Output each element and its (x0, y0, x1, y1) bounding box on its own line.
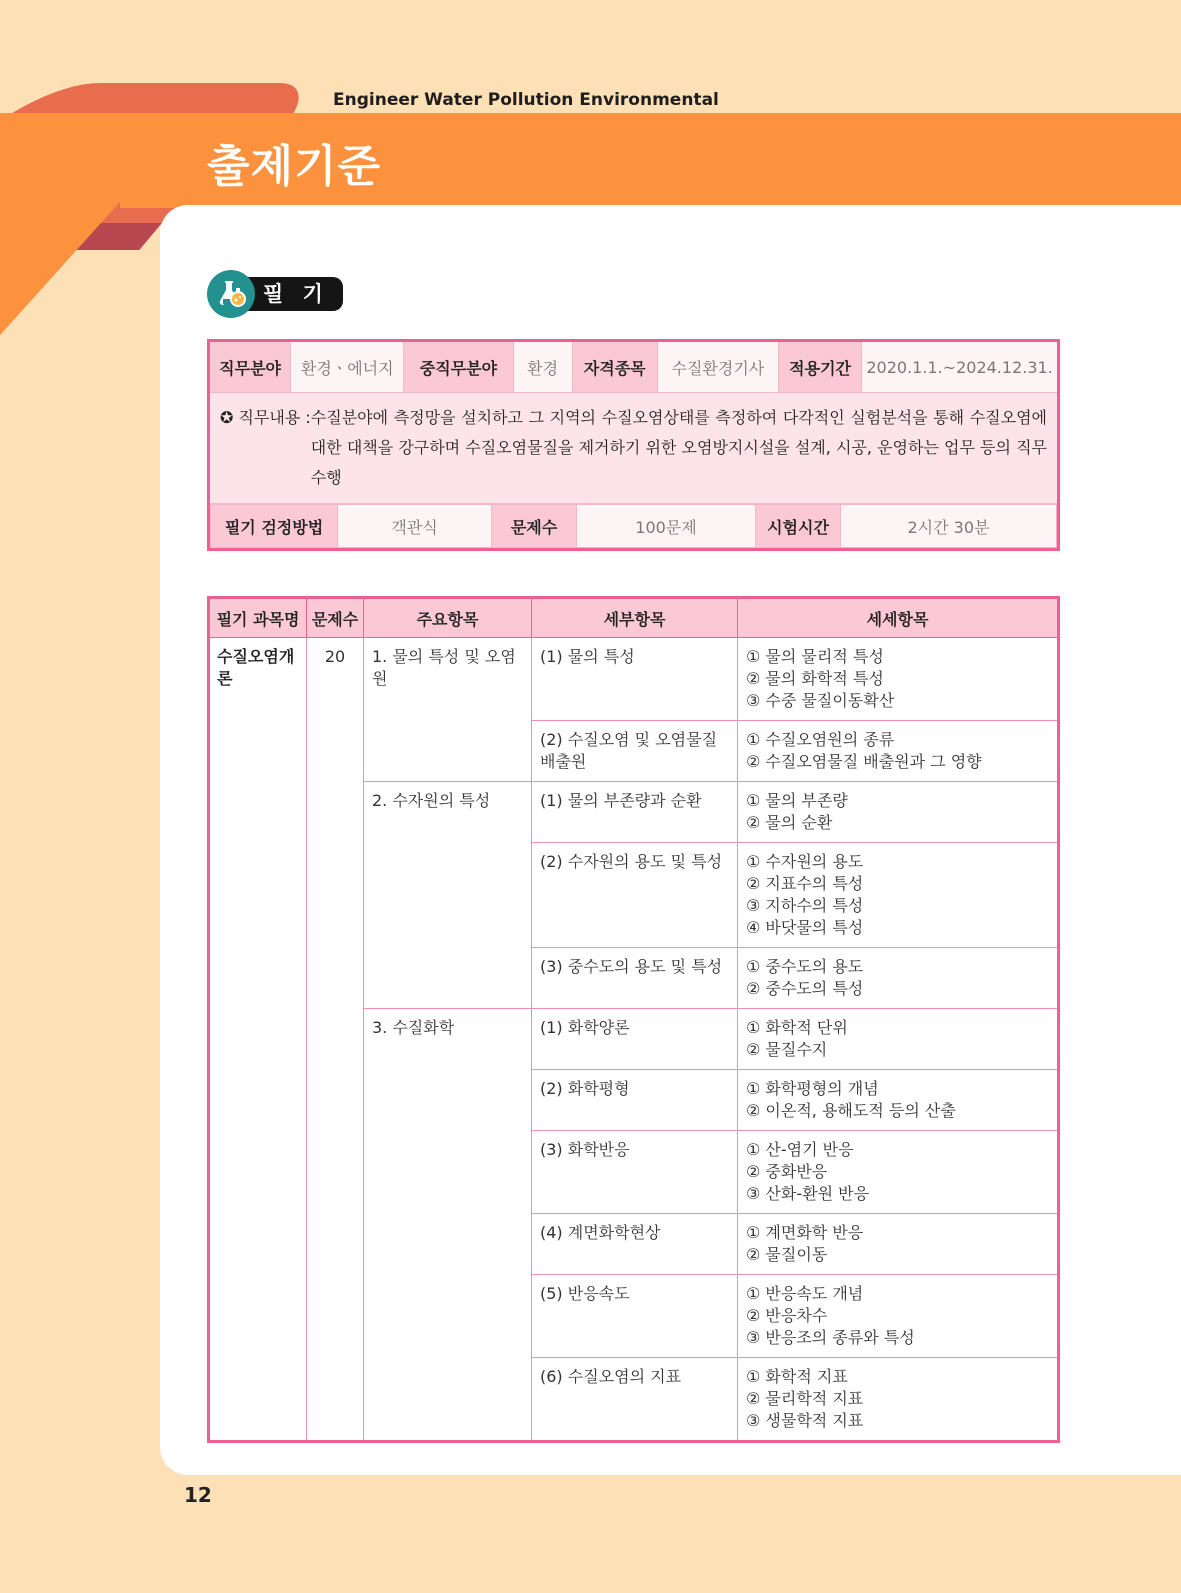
syllabus-row (209, 638, 1059, 721)
duty-text: 수질분야에 측정망을 설치하고 그 지역의 수질오염상태를 측정하여 다각적인 실험분석을 통해 수질오염에 대한 대책을 강구하며 수질오염물질을 제거하기 위한 오염방지시설을 설계, 시공, 운영하는 업무 등의 직무 수행 (310, 408, 1047, 487)
method-value: 객관식 (338, 505, 492, 548)
page-number: 12 (184, 1483, 212, 1507)
detail-items (738, 721, 1059, 782)
detail-item: ④ 바닷물의 특성 (746, 918, 864, 937)
col-header-sub: 세부항목 (532, 598, 738, 638)
detail-item: ② 중수도의 특성 (746, 979, 864, 998)
detail-item: ② 물질이동 (746, 1245, 828, 1264)
exam-info-table (207, 339, 1060, 551)
exam-time-label: 시험시간 (756, 505, 841, 548)
sub-item: (1) 화학양론 (532, 1009, 738, 1070)
job-field-value: 환경ㆍ에너지 (291, 341, 404, 393)
detail-item: ③ 반응조의 종류와 특성 (746, 1328, 915, 1347)
detail-item: ② 지표수의 특성 (746, 874, 864, 893)
period-value: 2020.1.1.~2024.12.31. (862, 341, 1059, 393)
detail-items (738, 1131, 1059, 1214)
detail-item: ③ 생물학적 지표 (746, 1411, 864, 1430)
col-header-subject: 필기 과목명 (209, 598, 307, 638)
duty-description (209, 393, 1059, 504)
qualification-label: 자격종목 (572, 341, 657, 393)
syllabus-table (207, 596, 1060, 1443)
section-label: 필 기 (241, 277, 343, 311)
detail-item: ① 물의 부존량 (746, 791, 848, 810)
subject-question-count: 20 (307, 638, 364, 1442)
sub-field-value: 환경 (513, 341, 572, 393)
col-header-detail: 세세항목 (738, 598, 1059, 638)
detail-item: ③ 수중 물질이동확산 (746, 691, 895, 710)
detail-items (738, 1275, 1059, 1358)
sub-item: (4) 계면화학현상 (532, 1214, 738, 1275)
sub-item: (3) 화학반응 (532, 1131, 738, 1214)
job-field-label: 직무분야 (209, 341, 291, 393)
section-badge (207, 272, 343, 316)
detail-items (738, 1070, 1059, 1131)
main-item: 1. 물의 특성 및 오염원 (364, 638, 532, 782)
detail-item: ① 반응속도 개념 (746, 1284, 864, 1303)
detail-items (738, 948, 1059, 1009)
detail-items (738, 1009, 1059, 1070)
detail-items (738, 782, 1059, 843)
sub-item: (1) 물의 특성 (532, 638, 738, 721)
qualification-value: 수질환경기사 (657, 341, 778, 393)
sub-item: (5) 반응속도 (532, 1275, 738, 1358)
sub-item: (2) 수질오염 및 오염물질 배출원 (532, 721, 738, 782)
sub-item: (2) 수자원의 용도 및 특성 (532, 843, 738, 948)
syllabus-body (209, 638, 1059, 1442)
detail-item: ② 수질오염물질 배출원과 그 영향 (746, 752, 982, 771)
sub-field-label: 중직무분야 (404, 341, 513, 393)
detail-item: ① 화학평형의 개념 (746, 1079, 879, 1098)
detail-item: ① 수질오염원의 종류 (746, 730, 895, 749)
col-header-main: 주요항목 (364, 598, 532, 638)
detail-item: ① 중수도의 용도 (746, 957, 864, 976)
detail-item: ② 이온적, 용해도적 등의 산출 (746, 1101, 956, 1120)
sub-item: (1) 물의 부존량과 순환 (532, 782, 738, 843)
info-row-duty (209, 393, 1059, 504)
detail-items (738, 1358, 1059, 1442)
header-subtitle: Engineer Water Pollution Environmental (333, 90, 719, 110)
info-row-fields (209, 341, 1059, 393)
question-count-label: 문제수 (492, 505, 577, 548)
detail-item: ① 계면화학 반응 (746, 1223, 864, 1242)
detail-item: ② 중화반응 (746, 1162, 828, 1181)
main-item: 3. 수질화학 (364, 1009, 532, 1442)
detail-item: ③ 지하수의 특성 (746, 896, 864, 915)
col-header-count: 문제수 (307, 598, 364, 638)
subject-name: 수질오염개론 (209, 638, 307, 1442)
exam-time-value: 2시간 30분 (841, 505, 1057, 548)
sub-item: (2) 화학평형 (532, 1070, 738, 1131)
detail-items (738, 843, 1059, 948)
duty-label: ✪ 직무내용 : (220, 408, 311, 427)
info-row-method (209, 504, 1059, 550)
flask-icon (207, 270, 255, 318)
detail-item: ② 물의 화학적 특성 (746, 669, 884, 688)
detail-item: ② 물리학적 지표 (746, 1389, 864, 1408)
detail-item: ① 수자원의 용도 (746, 852, 864, 871)
detail-item: ② 물의 순환 (746, 813, 833, 832)
detail-item: ① 화학적 지표 (746, 1367, 848, 1386)
question-count-value: 100문제 (577, 505, 756, 548)
detail-item: ① 산-염기 반응 (746, 1140, 854, 1159)
method-label: 필기 검정방법 (211, 505, 338, 548)
detail-items (738, 638, 1059, 721)
detail-item: ① 물의 물리적 특성 (746, 647, 884, 666)
detail-item: ① 화학적 단위 (746, 1018, 848, 1037)
period-label: 적용기간 (779, 341, 862, 393)
detail-item: ③ 산화-환원 반응 (746, 1184, 870, 1203)
sub-item: (6) 수질오염의 지표 (532, 1358, 738, 1442)
syllabus-header-row (209, 598, 1059, 638)
page-title: 출제기준 (207, 141, 382, 192)
detail-items (738, 1214, 1059, 1275)
detail-item: ② 반응차수 (746, 1306, 828, 1325)
sub-item: (3) 중수도의 용도 및 특성 (532, 948, 738, 1009)
detail-item: ② 물질수지 (746, 1040, 828, 1059)
main-item: 2. 수자원의 특성 (364, 782, 532, 1009)
